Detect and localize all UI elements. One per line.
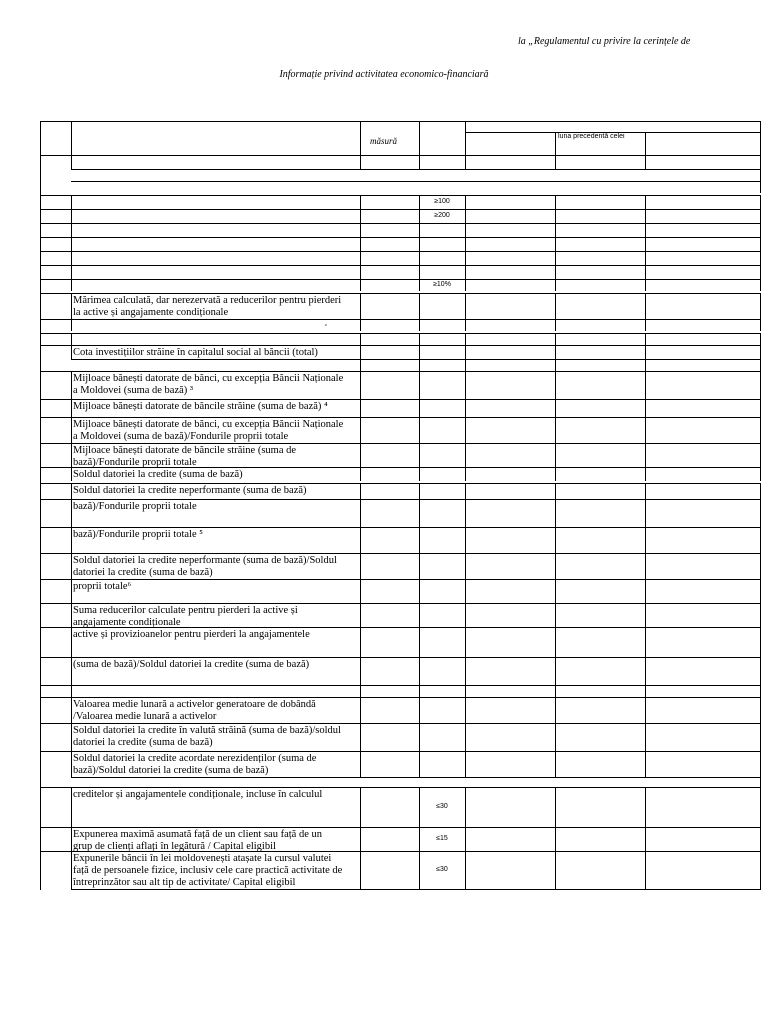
table-row [40, 371, 761, 399]
row-label: (suma de bază)/Soldul datoriei la credite (suma de bază) [73, 659, 310, 670]
table-row [40, 345, 761, 359]
row-label: Soldul datoriei la credite acordate nerezidenților (suma de bază)/Soldul datoriei la credite (suma de bază) [73, 753, 317, 776]
table-row [40, 851, 761, 890]
measure-unit-header: măsură [370, 136, 398, 146]
table-row [40, 483, 761, 499]
previous-month-header: luna precedentă celei [558, 133, 625, 140]
table-row [40, 265, 761, 279]
table-row [40, 553, 761, 579]
row-label: Expunerile băncii în lei moldovenești atașate la cursul valutei față de persoanele fizice, inclusiv cele care practică activitate de întreprinzător sau alt tip de activitate/ Capital eligibil [73, 853, 343, 888]
row-label: Soldul datoriei la credite (suma de bază) [73, 469, 243, 480]
indicator-threshold: ≤15 [436, 835, 448, 842]
table-row [40, 293, 761, 319]
table-row [40, 251, 761, 265]
row-label: Mijloace bănești datorate de bănci, cu excepția Băncii Naționale a Moldovei (suma de bază)/Fondurile proprii totale [73, 419, 344, 442]
table-bottom-border [71, 889, 761, 890]
table-row [40, 579, 761, 603]
row-label: Soldul datoriei la credite în valută străină (suma de bază)/soldul datoriei la credite (suma de bază) [73, 725, 341, 748]
row-label: Cota investițiilor străine în capitalul social al băncii (total) [73, 347, 318, 358]
indicator-threshold: ≥100 [434, 198, 450, 205]
table-row [40, 417, 761, 443]
table-row [40, 443, 761, 467]
row-label: bază)/Fondurile proprii totale ⁵ [73, 529, 203, 540]
table-row [40, 223, 761, 237]
indicator-threshold: ≤30 [436, 803, 448, 810]
table-row [40, 209, 761, 223]
row-label: ᶻ [325, 322, 327, 330]
table-row [40, 827, 761, 851]
indicator-threshold: ≤30 [436, 866, 448, 873]
row-label: Mărimea calculată, dar nerezervată a reducerilor pentru pierderi la active și angajamente condiționale [73, 295, 342, 318]
table-row [40, 685, 761, 697]
table-row [40, 603, 761, 627]
row-label: Soldul datoriei la credite neperformante (suma de bază) [73, 485, 307, 496]
table-row [71, 181, 761, 193]
row-label: creditelor și angajamentele condiționale, incluse în calculul [73, 789, 323, 800]
indicator-threshold: ≥200 [434, 212, 450, 219]
table-row [40, 657, 761, 685]
indicator-threshold: ≥10% [433, 281, 451, 288]
table-row [40, 499, 761, 527]
table-row [40, 279, 761, 291]
table-row [40, 399, 761, 417]
table-row [40, 333, 761, 345]
row-label: Mijloace bănești datorate de băncile străine (suma de bază) ⁴ [73, 401, 328, 412]
row-label: Soldul datoriei la credite neperformante (suma de bază)/Soldul datoriei la credite (suma de bază) [73, 555, 337, 578]
table-row [71, 777, 761, 787]
row-label: Expunerea maximă asumată față de un client sau față de un grup de clienți aflați în legătură / Capital eligibil [73, 829, 322, 852]
table-row [40, 697, 761, 723]
row-label: Mijloace bănești datorate de bănci, cu excepția Băncii Naționale a Moldovei (suma de bază) ³ [73, 373, 344, 396]
table-row [40, 467, 761, 481]
row-label: Mijloace bănești datorate de băncile străine (suma de bază)/Fondurile proprii totale [73, 445, 297, 468]
table-row [71, 359, 761, 371]
table-row [71, 169, 761, 181]
table-header-row [40, 121, 761, 155]
page-title: Informație privind activitatea economico-financiară [279, 69, 489, 80]
table-row [40, 787, 761, 827]
annex-reference: la „Regulamentul cu privire la cerințele de [518, 36, 691, 47]
row-label: active și provizioanelor pentru pierderi la angajamentele [73, 629, 310, 640]
table-row [40, 751, 761, 777]
table-row [40, 155, 761, 169]
table-row [40, 527, 761, 553]
table-row [40, 195, 761, 209]
row-label: bază)/Fondurile proprii totale [73, 501, 197, 512]
table-row [40, 237, 761, 251]
table-row [40, 319, 761, 331]
row-label: proprii totale⁶ [73, 581, 132, 592]
table-row [40, 627, 761, 657]
row-label: Valoarea medie lunară a activelor generatoare de dobândă /Valoarea medie lunară a activelor [73, 699, 316, 722]
row-label: Suma reducerilor calculate pentru pierderi la active și angajamente condiționale [73, 605, 298, 628]
table-row [40, 723, 761, 751]
table-left-border [40, 121, 41, 890]
financial-info-table [40, 121, 761, 890]
